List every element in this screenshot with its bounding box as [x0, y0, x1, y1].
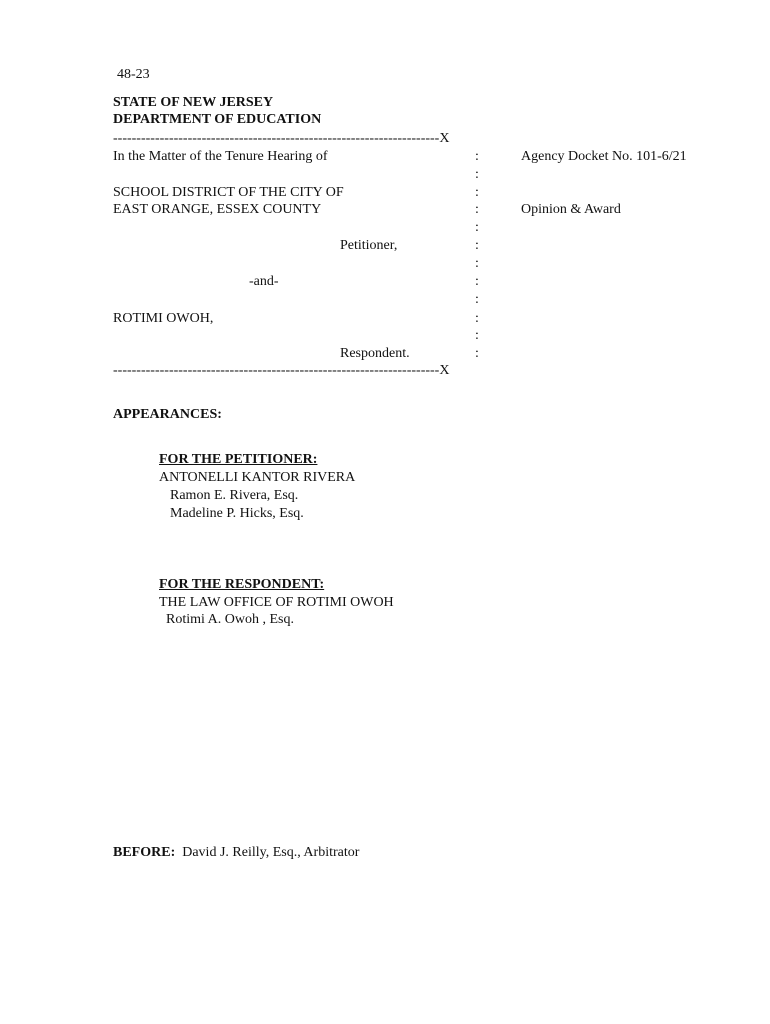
- caption-colon: :: [475, 256, 479, 271]
- petitioner-attorney: Madeline P. Hicks, Esq.: [170, 506, 304, 521]
- caption-colon: :: [475, 328, 479, 343]
- caption-colon: :: [475, 202, 479, 217]
- document-number: 48-23: [117, 67, 150, 82]
- petitioner-attorney: Ramon E. Rivera, Esq.: [170, 488, 299, 503]
- caption-colon: :: [475, 311, 479, 326]
- petitioner-label: Petitioner,: [340, 238, 398, 253]
- caption-colon: :: [475, 149, 479, 164]
- header-department: DEPARTMENT OF EDUCATION: [113, 112, 322, 127]
- respondent-firm: THE LAW OFFICE OF ROTIMI OWOH: [159, 595, 394, 610]
- caption-rule-top: ----------------------------------------------------------------------X: [113, 131, 450, 146]
- respondent-label: Respondent.: [340, 346, 410, 361]
- appearances-heading: APPEARANCES:: [113, 407, 222, 422]
- and-separator: -and-: [249, 274, 279, 289]
- caption-colon: :: [475, 274, 479, 289]
- petitioner-firm: ANTONELLI KANTOR RIVERA: [159, 470, 356, 485]
- caption-colon: :: [475, 167, 479, 182]
- before-line: [113, 844, 359, 862]
- caption-colon: :: [475, 185, 479, 200]
- before-label: BEFORE:: [113, 845, 176, 860]
- caption-colon: :: [475, 292, 479, 307]
- arbitrator-name: David J. Reilly, Esq., Arbitrator: [182, 845, 360, 860]
- respondent-attorney: Rotimi A. Owoh , Esq.: [166, 612, 294, 627]
- petitioner-counsel-label: FOR THE PETITIONER:: [159, 452, 318, 467]
- caption-rule-bottom: ----------------------------------------------------------------------X: [113, 363, 450, 378]
- petitioner-name-line1: SCHOOL DISTRICT OF THE CITY OF: [113, 185, 344, 200]
- matter-line: In the Matter of the Tenure Hearing of: [113, 149, 328, 164]
- agency-docket-number: Agency Docket No. 101-6/21: [521, 149, 687, 164]
- header-state: STATE OF NEW JERSEY: [113, 95, 274, 110]
- respondent-counsel-label: FOR THE RESPONDENT:: [159, 577, 325, 592]
- caption-colon: :: [475, 220, 479, 235]
- respondent-name: ROTIMI OWOH,: [113, 311, 214, 326]
- caption-colon: :: [475, 238, 479, 253]
- petitioner-name-line2: EAST ORANGE, ESSEX COUNTY: [113, 202, 322, 217]
- document-type: Opinion & Award: [521, 202, 621, 217]
- caption-colon: :: [475, 346, 479, 361]
